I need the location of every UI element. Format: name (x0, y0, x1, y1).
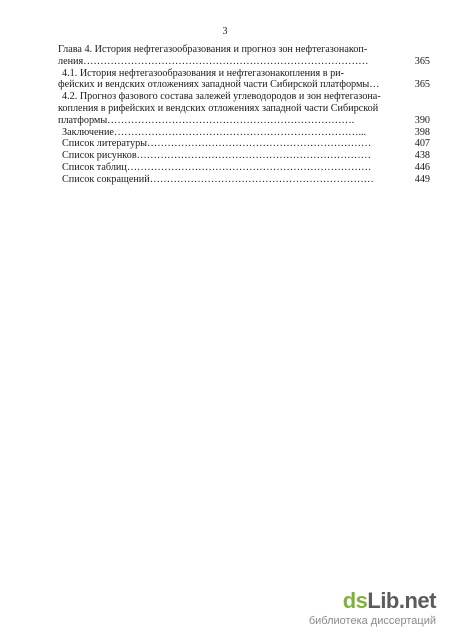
toc-entry-page: 446 (414, 161, 430, 173)
toc-entry-figures (58, 150, 430, 162)
toc-entry-page: 449 (414, 173, 430, 185)
toc-entry-text-line: ления………………………………………………………………………… (58, 55, 369, 67)
toc-entry-page: 398 (414, 126, 430, 138)
toc-entry-page: 365 (414, 55, 430, 67)
toc-entry-page: 438 (414, 150, 430, 162)
toc-entry-abbreviations (58, 174, 430, 186)
toc-entry-text-line: 4.1. История нефтегазообразования и нефтегазонакопления в ри- (62, 67, 345, 79)
toc-entry-conclusion (58, 127, 430, 139)
toc-entry-text-line: платформы………………………………………………………………. (58, 114, 355, 126)
toc-entry-text-line: Список рисунков…………………………………………………………… (62, 150, 371, 162)
toc-entry-text-line: копления в рифейских и вендских отложениях западной части Сибирской (58, 102, 379, 114)
toc-entry-page: 407 (414, 138, 430, 150)
toc-entry-section-4-2 (58, 91, 430, 126)
toc-entry-page: 390 (414, 114, 430, 126)
toc-entry-tables (58, 162, 430, 174)
dslib-logo: dsLib.net (342, 588, 436, 613)
toc-entry-text-line: Заключение………………………………………………………………... (62, 126, 367, 138)
toc-entry-text-line: фейских и вендских отложениях западной части Сибирской платформы… (58, 79, 380, 91)
dslib-subtitle: библиотека диссертаций (308, 615, 436, 627)
toc-entry-page: 365 (414, 79, 430, 91)
toc-entry-text-line: Список сокращений………………………………………………………… (62, 173, 374, 185)
toc-entry-text-line: Глава 4. История нефтегазообразования и прогноз зон нефтегазонакоп- (58, 44, 368, 55)
toc-entry-text-line: 4.2. Прогноз фазового состава залежей углеводородов и зон нефтегазона- (62, 91, 381, 103)
toc-entry-section-4-1 (58, 68, 430, 92)
toc-entry-text-line: Список литературы………………………………………………………… (62, 138, 372, 150)
dslib-watermark (309, 590, 436, 627)
table-of-contents (58, 44, 430, 186)
toc-entry-chapter-4 (58, 44, 430, 68)
page-number: 3 (222, 26, 228, 37)
toc-entry-references (58, 138, 430, 150)
toc-entry-text-line: Список таблиц……………………………………………………………… (62, 161, 372, 173)
